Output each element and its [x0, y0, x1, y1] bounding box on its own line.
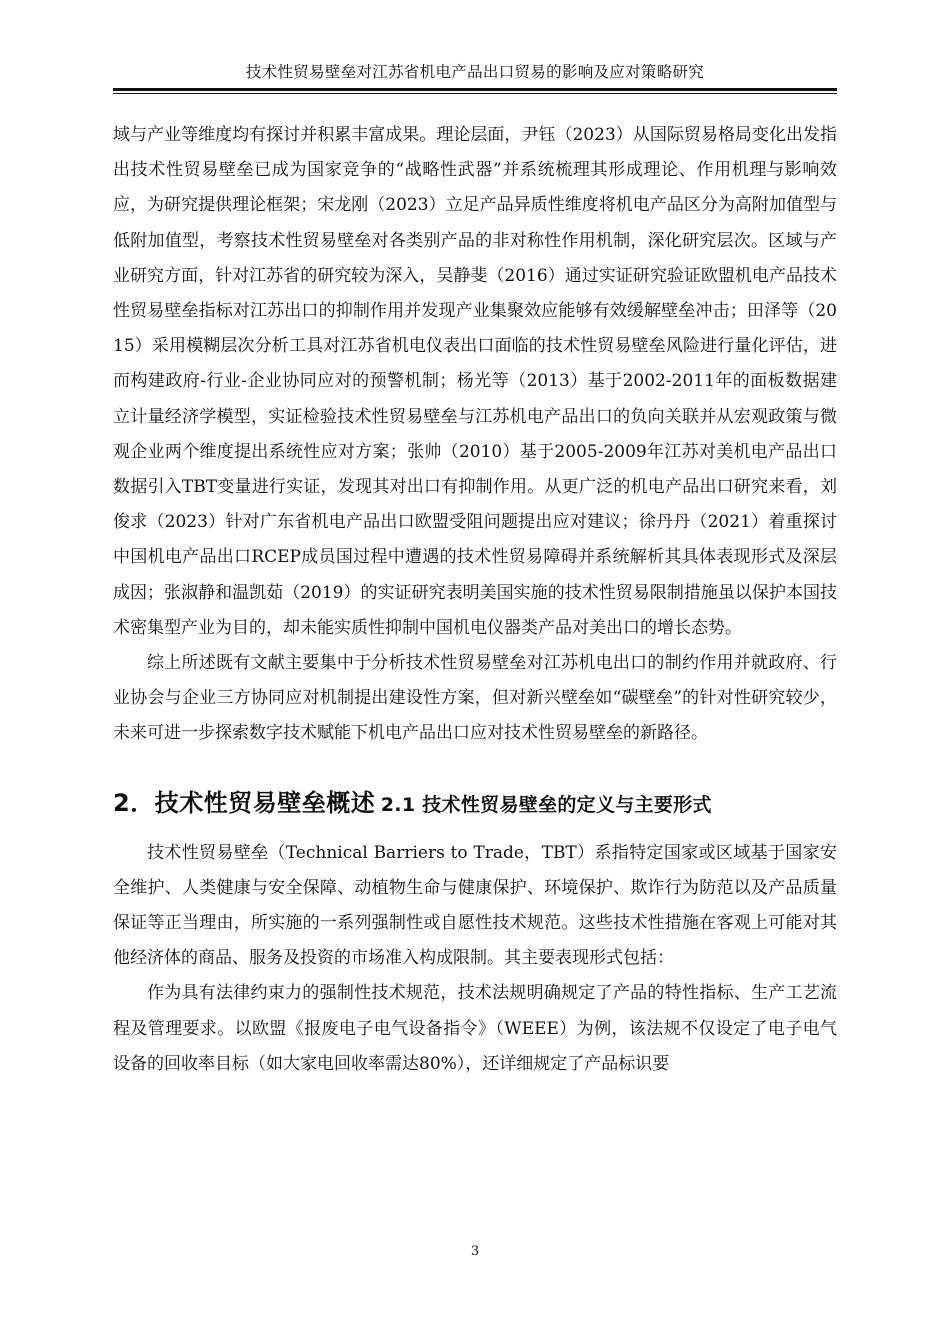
section-heading	[113, 783, 837, 826]
running-header: 技术性贸易壁垒对江苏省机电产品出口贸易的影响及应对策略研究	[245, 63, 705, 81]
header-rule	[113, 88, 837, 91]
section-title: 2．技术性贸易壁垒概述	[113, 788, 376, 817]
paragraph-summary: 综上所述既有文献主要集中于分析技术性贸易壁垒对江苏机电出口的制约作用并就政府、行业协会与企业三方协同应对机制提出建设性方案，但对新兴壁垒如“碳壁垒”的针对性研究较少，未来可进一步探索数字技术赋能下机电产品出口应对技术性贸易壁垒的新路径。	[113, 653, 837, 744]
body-text	[113, 118, 837, 1082]
paragraph-literature-review: 域与产业等维度均有探讨并积累丰富成果。理论层面，尹钰（2023）从国际贸易格局变化出发指出技术性贸易壁垒已成为国家竞争的“战略性武器”并系统梳理其形成理论、作用机理与影响效应，为研究提供理论框架；宋龙刚（2023）立足产品异质性维度将机电产品区分为高附加值型与低附加值型，考察技术性贸易壁垒对各类别产品的非对称性作用机制，深化研究层次。区域与产业研究方面，针对江苏省的研究较为深入，吴静斐（2016）通过实证研究验证欧盟机电产品技术性贸易壁垒指标对江苏出口的抑制作用并发现产业集聚效应能够有效缓解壁垒冲击；田泽等（2015）采用模糊层次分析工具对江苏省机电仪表出口面临的技术性贸易壁垒风险进行量化评估，进而构建政府-行业-企业协同应对的预警机制；杨光等（2013）基于2002-2011年的面板数据建立计量经济学模型，实证检验技术性贸易壁垒与江苏机电产品出口的负向关联并从宏观政策与微观企业两个维度提出系统性应对方案；张帅（2010）基于2005-2009年江苏对美机电产品出口数据引入TBT变量进行实证，发现其对出口有抑制作用。从更广泛的机电产品出口研究来看，刘俊求（2023）针对广东省机电产品出口欧盟受阻问题提出应对建议；徐丹丹（2021）着重探讨中国机电产品出口RCEP成员国过程中遭遇的技术性贸易障碍并系统解析其具体表现形式及深层成因；张淑静和温凯茹（2019）的实证研究表明美国实施的技术性贸易限制措施虽以保护本国技术密集型产业为目的，却未能实质性抑制中国机电仪器类产品对美出口的增长态势。	[113, 125, 837, 638]
header-rule-thin	[113, 93, 837, 94]
paragraph-tbt-definition: 技术性贸易壁垒（Technical Barriers to Trade，TBT）系指特定国家或区域基于国家安全维护、人类健康与安全保障、动植物生命与健康保护、环境保护、欺诈行为防范以及产品质量保证等正当理由，所实施的一系列强制性或自愿性技术规范。这些技术性措施在客观上可能对其他经济体的商品、服务及投资的市场准入构成限制。其主要表现形式包括：	[113, 842, 837, 969]
page-number: 3	[470, 1244, 480, 1259]
subsection-title: 2.1 技术性贸易壁垒的定义与主要形式	[380, 793, 712, 816]
paragraph-technical-regulations: 作为具有法律约束力的强制性技术规范，技术法规明确规定了产品的特性指标、生产工艺流程及管理要求。以欧盟《报废电子电气设备指令》（WEEE）为例，该法规不仅设定了电子电气设备的回收率目标（如大家电回收率需达80%），还详细规定了产品标识要	[113, 983, 837, 1074]
